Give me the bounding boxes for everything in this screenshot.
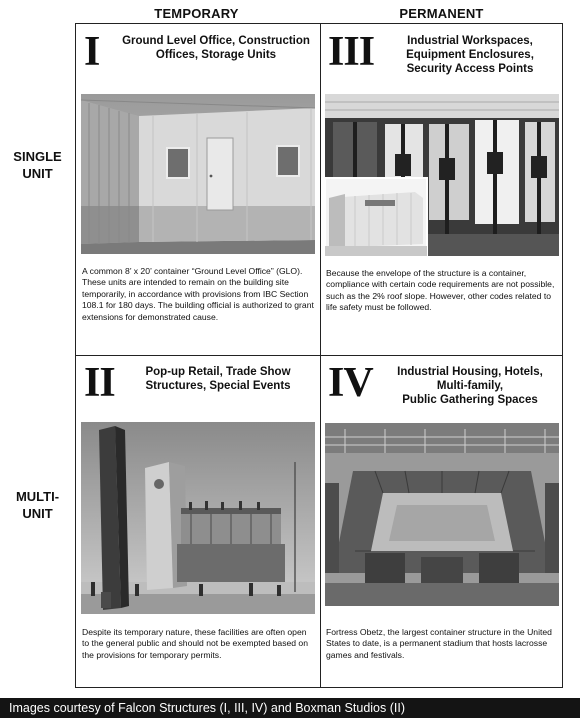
cell-title: Pop-up Retail, Trade Show Structures, Special Events	[145, 366, 291, 392]
cell-description: Fortress Obetz, the largest container structure in the United States to date, is a permanent stadium that hosts lacrosse games and festivals.	[326, 627, 552, 660]
cell-description: Despite its temporary nature, these facilities are often open to the general public and should not be exempted based on the provisions for temporary permits.	[82, 627, 308, 660]
photo-ground-level-office-container	[81, 94, 315, 254]
photo-pop-up-retail-event-structure	[81, 422, 315, 614]
cell-title: Industrial Workspaces, Equipment Enclosures, Security Access Points	[406, 35, 534, 75]
cell-description: A common 8’ x 20’ container “Ground Level Office” (GLO). These units are intended to remain on the building site temporarily, in accordance with provisions from IBC Section 108.1 for 180 days. The building official is authorized to grant extensions for demonstrated cause.	[82, 266, 314, 322]
cell-numeral: II	[84, 360, 115, 406]
photo-fortress-obetz-stadium	[325, 423, 559, 606]
classification-grid	[75, 23, 563, 688]
cell-title: Industrial Housing, Hotels, Multi-family, Public Gathering Spaces	[397, 366, 543, 406]
cell-permanent-single-unit	[320, 24, 564, 355]
cell-title: Ground Level Office, Construction Offices, Storage Units	[122, 35, 310, 61]
cell-numeral: IV	[328, 360, 373, 406]
cell-temporary-multi-unit	[76, 355, 320, 686]
photo-industrial-equipment-enclosure	[325, 94, 559, 256]
cell-description: Because the envelope of the structure is a container, compliance with certain code requirements are not possible, such as the 2% roof slope. However, other codes related to life safety must be followed.	[326, 268, 555, 313]
image-credits-footer: Images courtesy of Falcon Structures (I, III, IV) and Boxman Studios (II)	[0, 698, 580, 718]
cell-numeral: III	[328, 29, 375, 75]
column-header-temporary: TEMPORARY	[154, 6, 239, 21]
column-header-permanent: PERMANENT	[399, 6, 484, 21]
row-header-single-unit: SINGLE UNIT	[13, 149, 62, 181]
row-header-multi-unit: MULTI- UNIT	[15, 489, 60, 521]
cell-permanent-multi-unit	[320, 355, 564, 686]
cell-numeral: I	[84, 29, 100, 75]
cell-temporary-single-unit	[76, 24, 320, 355]
